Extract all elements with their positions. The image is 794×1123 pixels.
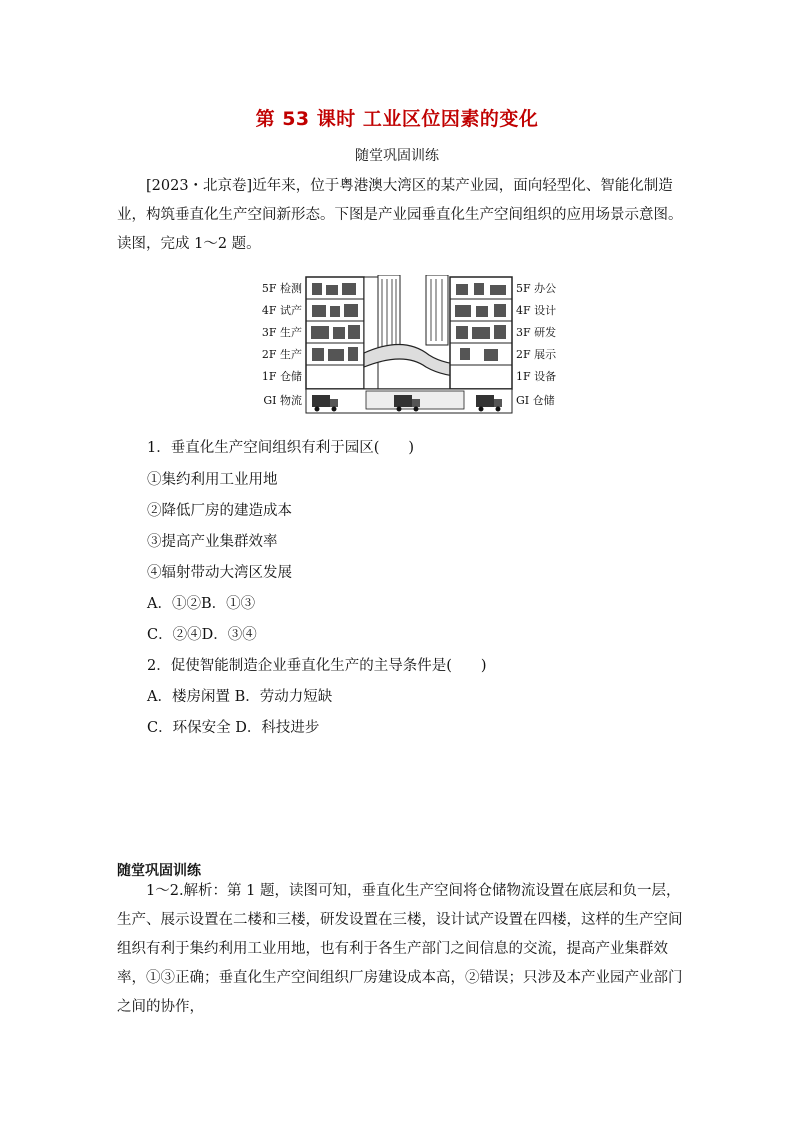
figure-label-right: 5F 办公	[516, 282, 557, 295]
question-1-options: C．②④D．③④	[147, 627, 257, 643]
page-title: 第 53 课时 工业区位因素的变化	[255, 108, 539, 130]
figure-label-left: 5F 检测	[261, 282, 302, 295]
answer-section-header: 随堂巩固训练	[117, 863, 201, 879]
question-1-stem: 1．垂直化生产空间组织有利于园区( )	[147, 440, 415, 456]
section-subtitle: 随堂巩固训练	[355, 148, 439, 164]
question-2-options: A．楼房闲置 B．劳动力短缺	[147, 689, 333, 705]
question-1-item: ①集约利用工业用地	[147, 472, 278, 488]
figure-label-left: 2F 生产	[261, 348, 302, 361]
question-1-item: ②降低厂房的建造成本	[147, 503, 292, 519]
question-1-item: ④辐射带动大湾区发展	[147, 565, 292, 581]
question-1-options: A．①②B．①③	[147, 596, 256, 612]
figure-label-right: 4F 设计	[516, 304, 557, 317]
figure-label-left: 4F 试产	[261, 304, 302, 317]
figure-label-left: 1F 仓储	[261, 370, 302, 383]
figure-label-left: 3F 生产	[261, 326, 302, 339]
answer-paragraph: 1～2.解析：第 1 题，读图可知，垂直化生产空间将仓储物流设置在底层和负一层，生产、展示设置在二楼和三楼，研发设置在三楼，设计试产设置在四楼，这样的生产空间组织有利于集约利用工业用地，也有利于各生产部门之间信息的交流，提高产业集群效率，①③正确；垂直化生产空间组织厂房建设成本高，②错误；只涉及本产业园产业部门之间的协作，	[117, 883, 683, 1015]
vertical-production-figure	[254, 275, 564, 415]
figure-label-right: 1F 设备	[516, 370, 557, 383]
question-2-options: C．环保安全 D．科技进步	[147, 720, 320, 736]
figure-label-right: GI 仓储	[516, 394, 555, 407]
intro-paragraph: [2023・北京卷]近年来，位于粤港澳大湾区的某产业园，面向轻型化、智能化制造业，构筑垂直化生产空间新形态。下图是产业园垂直化生产空间组织的应用场景示意图。读图，完成 1～2 题。	[117, 178, 683, 252]
figure-label-left: GI 物流	[263, 394, 302, 407]
figure-label-right: 2F 展示	[516, 348, 557, 361]
question-2-stem: 2．促使智能制造企业垂直化生产的主导条件是( )	[147, 658, 487, 674]
question-1-item: ③提高产业集群效率	[147, 534, 278, 550]
figure-label-right: 3F 研发	[516, 326, 557, 339]
